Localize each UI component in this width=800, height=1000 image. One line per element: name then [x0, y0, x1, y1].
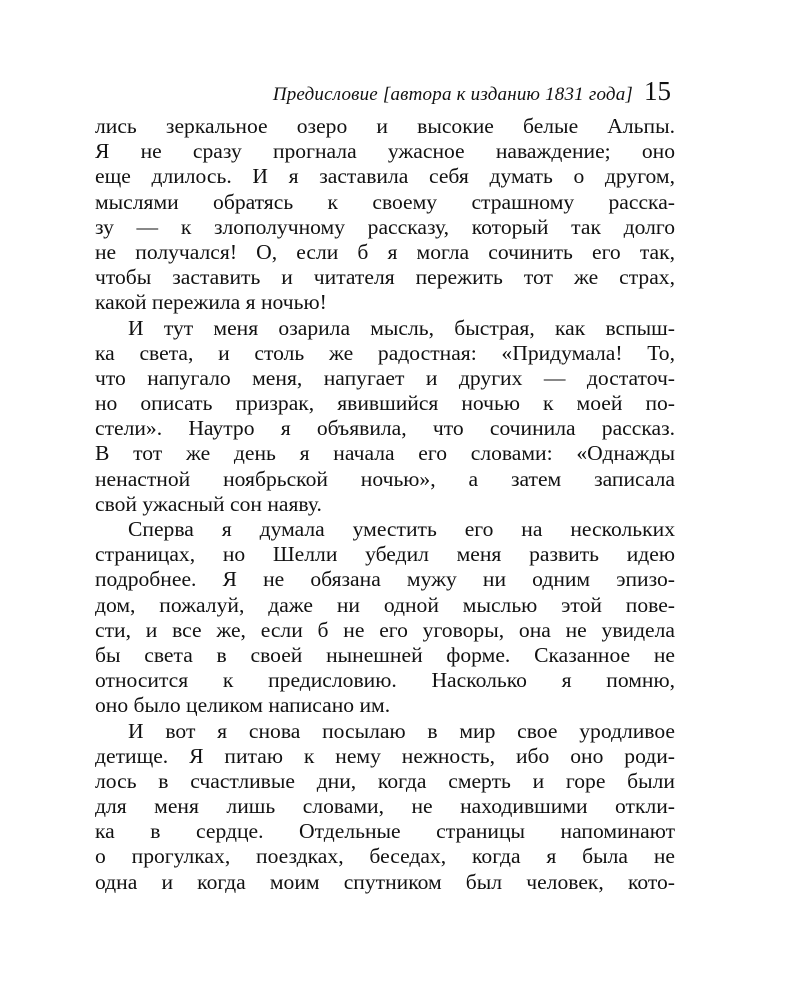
text-line: относится к предисловию. Насколько я помню, — [95, 668, 675, 693]
text-line: о прогулках, поездках, беседах, когда я была не — [95, 844, 675, 869]
text-line: лось в счастливые дни, когда смерть и горе были — [95, 768, 675, 793]
text-line: что напугало меня, напугает и других — достаточ- — [95, 365, 675, 390]
paragraph-first-line: Сперва я думала уместить его на нескольких — [128, 517, 675, 541]
text-line: чтобы заставить и читателя пережить тот же страх, — [95, 265, 675, 290]
text-line: В тот же день я начала его словами: «Однажды — [95, 441, 675, 466]
text-line: свой ужасный сон наяву. — [95, 491, 322, 516]
text-line: дом, пожалуй, даже ни одной мыслью этой пове- — [95, 592, 675, 617]
text-line: одна и когда моим спутником был человек, кото- — [95, 869, 675, 894]
text-line: подробнее. Я не обязана мужу ни одним эпизо- — [95, 567, 675, 592]
page-number: 15 — [644, 76, 671, 106]
running-head — [95, 74, 675, 114]
running-title: Предисловие [автора к изданию 1831 года] — [272, 84, 633, 105]
text-line: детище. Я питаю к нему нежность, ибо оно роди- — [95, 743, 675, 768]
text-line: страницах, но Шелли убедил меня развить идею — [95, 542, 675, 567]
text-line: стели». Наутро я объявила, что сочинила рассказ. — [95, 416, 675, 441]
text-line: сти, и все же, если б не его уговоры, она не увидела — [95, 617, 675, 642]
body-text — [95, 114, 675, 895]
paragraph-first-line: И вот я снова посылаю в мир свое уродливое — [128, 718, 675, 743]
text-line: не получался! О, если б я могла сочинить его так, — [95, 239, 675, 264]
text-line: еще длилось. И я заставила себя думать о другом, — [95, 164, 675, 189]
text-line: ка света, и столь же радостная: «Придумала! То, — [95, 340, 675, 365]
text-line: Я не сразу прогнала ужасное наваждение; оно — [95, 139, 675, 164]
text-line: оно было целиком написано им. — [95, 693, 391, 718]
text-line: ка в сердце. Отдельные страницы напоминают — [95, 819, 675, 844]
text-line: ненастной ноябрьской ночью», а затем записала — [95, 466, 675, 491]
text-line: для меня лишь словами, не находившими откли- — [95, 794, 675, 819]
text-line: бы света в своей нынешней форме. Сказанное не — [95, 642, 675, 667]
text-line: мыслями обратясь к своему страшному расска- — [95, 189, 675, 214]
book-page — [95, 74, 675, 895]
text-line: но описать призрак, явившийся ночью к моей по- — [95, 391, 675, 416]
text-line: лись зеркальное озеро и высокие белые Альпы. — [95, 114, 675, 138]
text-line: какой пережила я ночью! — [95, 290, 327, 315]
text-line: зу — к злополучному рассказу, который так долго — [95, 214, 675, 239]
paragraph-first-line: И тут меня озарила мысль, быстрая, как вспыш- — [128, 315, 675, 340]
